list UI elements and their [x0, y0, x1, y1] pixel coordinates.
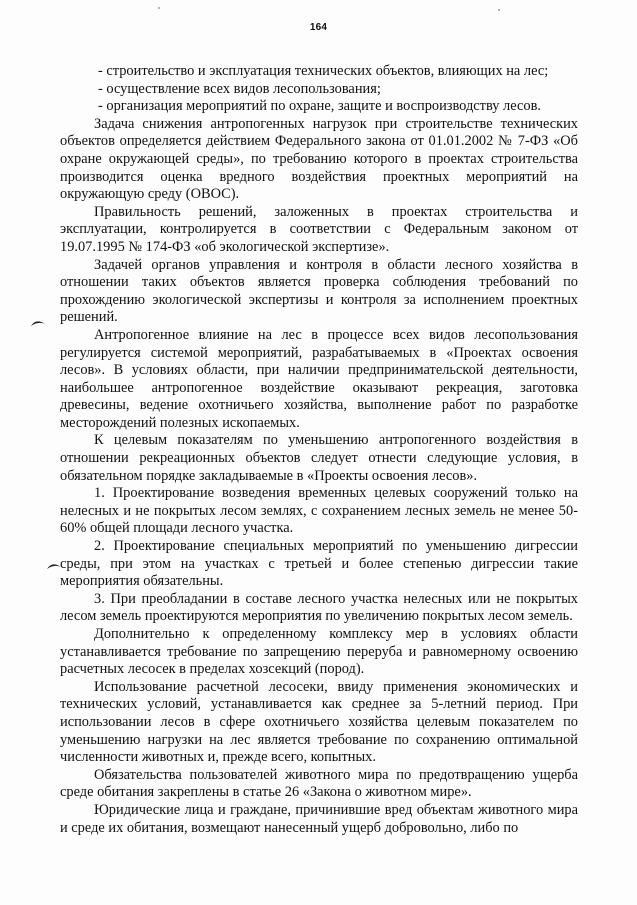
- document-text: [60, 63, 578, 837]
- paragraph: Юридические лица и граждане, причинившие вред объектам животного мира и среде их обитания, возмещают нанесенный ущерб добровольно, либо по: [60, 801, 578, 836]
- list-item: - строительство и эксплуатация технических объектов, влияющих на лес;: [98, 63, 549, 79]
- paragraph: Антропогенное влияние на лес в процессе всех видов лесопользования регулируется системой мероприятий, разрабатываемых в «Проектах освоения лесов». В условиях области, при наличии предпринимательской деятельности, наибольшее антропогенное воздействие оказывают рекреация, заготовка древесины, ведение охотничьего хозяйства, выполнение работ по разработке месторождений полезных ископаемых.: [60, 326, 578, 431]
- paragraph: Задача снижения антропогенных нагрузок при строительстве технических объектов определяется действием Федерального закона от 01.01.2002 № 7-ФЗ «Об охране окружающей среды», по требованию которого в проектах строительства производится оценка вредного воздействия проектных мероприятий на окружающую среду (ОВОС).: [60, 115, 578, 203]
- paragraph: Дополнительно к определенному комплексу мер в условиях области устанавливается требование по запрещению переруба и равномерному освоению расчетных лесосек в пределах хозсекций (пород).: [60, 626, 578, 678]
- numbered-item: 3. При преобладании в составе лесного участка нелесных или не покрытых лесом земель проектируются мероприятия по увеличению покрытых лесом земель.: [60, 590, 578, 625]
- margin-mark-icon: [30, 318, 46, 328]
- scan-speck: [498, 9, 500, 11]
- paragraph: Задачей органов управления и контроля в области лесного хозяйства в отношении таких объектов является проверка соблюдения требований по прохождению экологической экспертизы и контроля за исполнением проектных решений.: [60, 256, 578, 326]
- list-item: - осуществление всех видов лесопользования;: [98, 80, 381, 97]
- paragraph: Правильность решений, заложенных в проектах строительства и эксплуатации, контролируется в соответствии с Федеральным законом от 19.07.1995 № 174-ФЗ «об экологической экспертизе».: [60, 203, 578, 255]
- scan-speck: [158, 7, 160, 9]
- page-number: 164: [309, 22, 328, 33]
- numbered-item: 2. Проектирование специальных мероприятий по уменьшению дигрессии среды, при этом на участках с третьей и более степенью дигрессии такие мероприятия обязательны.: [60, 538, 578, 590]
- paragraph: Использование расчетной лесосеки, ввиду применения экономических и технических условий, устанавливается как среднее за 5-летний период. При использовании лесов в сфере охотничьего хозяйства целевым показателем по уменьшению нагрузки на лес является требование по сохранению оптимальной численности животных и, прежде всего, копытных.: [60, 678, 578, 766]
- paragraph: Обязательства пользователей животного мира по предотвращению ущерба среде обитания закреплены в статье 26 «Закона о животном мире».: [60, 766, 578, 801]
- numbered-item: 1. Проектирование возведения временных целевых сооружений только на нелесных и не покрытых лесом землях, с сохранением лесных земель не менее 50-60% общей площади лесного участка.: [60, 485, 578, 537]
- paragraph: К целевым показателям по уменьшению антропогенного воздействия в отношении рекреационных объектов следует отнести следующие условия, в обязательном порядке закладываемые в «Проекты освоения лесов».: [60, 432, 578, 484]
- list-item: - организация мероприятий по охране, защите и воспроизводству лесов.: [98, 98, 541, 115]
